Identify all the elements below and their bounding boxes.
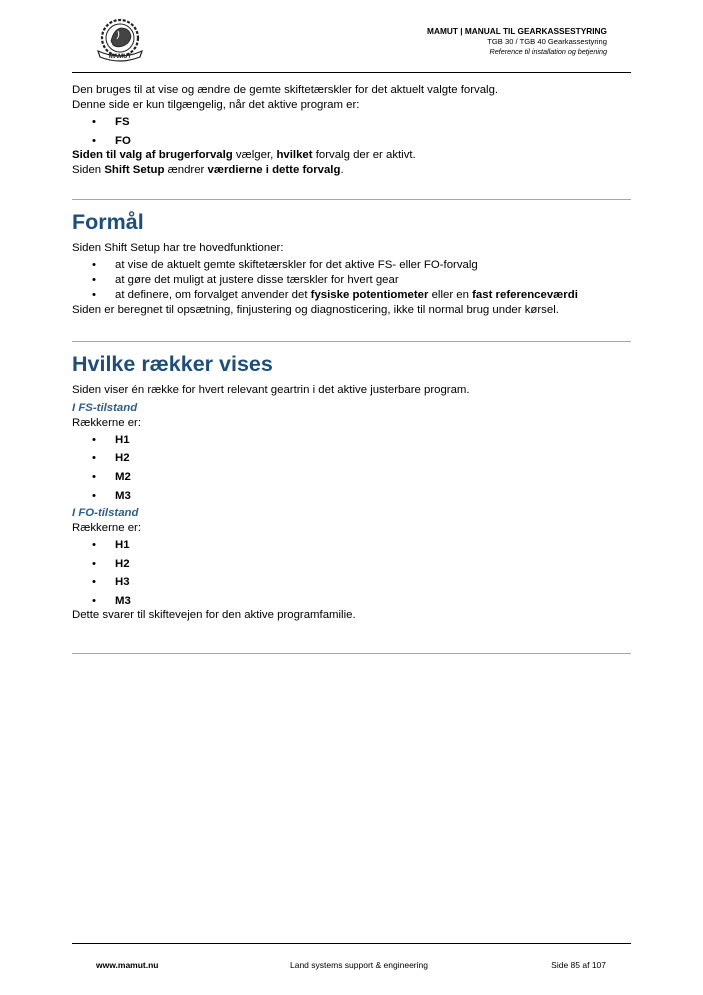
document-subtitle: TGB 30 / TGB 40 Gearkassestyring bbox=[487, 37, 607, 46]
fs-row-list bbox=[72, 431, 632, 506]
section-text: Siden Shift Setup har tre hovedfunktioner: bbox=[72, 241, 284, 254]
section-text: Siden viser én række for hvert relevant geartrin i det aktive justerbare program. bbox=[72, 383, 470, 396]
section-text: Rækkerne er: bbox=[72, 521, 142, 534]
list-item: • M3 bbox=[72, 487, 632, 506]
section-text: Siden er beregnet til opsætning, finjustering og diagnosticering, ikke til normal brug under kørsel. bbox=[72, 303, 559, 316]
footer-website[interactable]: www.mamut.nu bbox=[96, 960, 159, 970]
intro-text: Denne side er kun tilgængelig, når det aktive program er: bbox=[72, 99, 360, 111]
section-divider bbox=[72, 199, 631, 200]
document-reference: Reference til installation og betjening bbox=[489, 47, 607, 56]
list-item: • at gøre det muligt at justere disse tærskler for hvert gear bbox=[72, 273, 632, 288]
purpose-list bbox=[72, 258, 632, 303]
list-item: • M3 bbox=[72, 592, 632, 611]
page-header bbox=[427, 26, 607, 57]
list-item: • H1 bbox=[72, 431, 632, 450]
page-content bbox=[72, 81, 632, 623]
company-logo bbox=[94, 17, 146, 63]
fo-row-list bbox=[72, 536, 632, 611]
section-text: Rækkerne er: bbox=[72, 416, 142, 429]
svg-text:MAMUT: MAMUT bbox=[108, 54, 132, 60]
list-item: • H3 bbox=[72, 573, 632, 592]
section-heading: Hvilke rækker vises bbox=[72, 351, 273, 376]
list-item: • M2 bbox=[72, 468, 632, 487]
section-text: Dette svarer til skiftevejen for den aktive programfamilie. bbox=[72, 608, 356, 621]
section-divider bbox=[72, 341, 631, 342]
subsection-title: I FO-tilstand bbox=[72, 506, 139, 519]
program-list bbox=[72, 113, 632, 151]
list-item: • FS bbox=[72, 113, 632, 132]
intro-text: Siden til valg af brugerforvalg vælger, hvilket forvalg der er aktivt. bbox=[72, 148, 416, 161]
list-item: • at definere, om forvalget anvender det fysiske potentiometer eller en fast referenceværdi bbox=[72, 288, 632, 303]
list-item: • H2 bbox=[72, 449, 632, 468]
list-item: • H2 bbox=[72, 555, 632, 574]
footer-rule bbox=[72, 943, 631, 944]
footer-page-number: Side 85 af 107 bbox=[551, 960, 606, 970]
intro-text: Den bruges til at vise og ændre de gemte skiftetærskler for det aktuelt valgte forvalg. bbox=[72, 84, 499, 96]
section-divider bbox=[72, 653, 631, 654]
intro-text: Siden Shift Setup ændrer værdierne i dette forvalg. bbox=[72, 163, 344, 176]
list-item: • FO bbox=[72, 132, 632, 151]
list-item: • H1 bbox=[72, 536, 632, 555]
document-title: MAMUT | MANUAL TIL GEARKASSESTYRING bbox=[427, 26, 607, 36]
footer-tagline: Land systems support & engineering bbox=[290, 960, 428, 970]
list-item: • at vise de aktuelt gemte skiftetærskler for det aktive FS- eller FO-forvalg bbox=[72, 258, 632, 273]
subsection-title: I FS-tilstand bbox=[72, 401, 138, 414]
section-heading: Formål bbox=[72, 209, 144, 234]
header-rule bbox=[72, 72, 631, 73]
